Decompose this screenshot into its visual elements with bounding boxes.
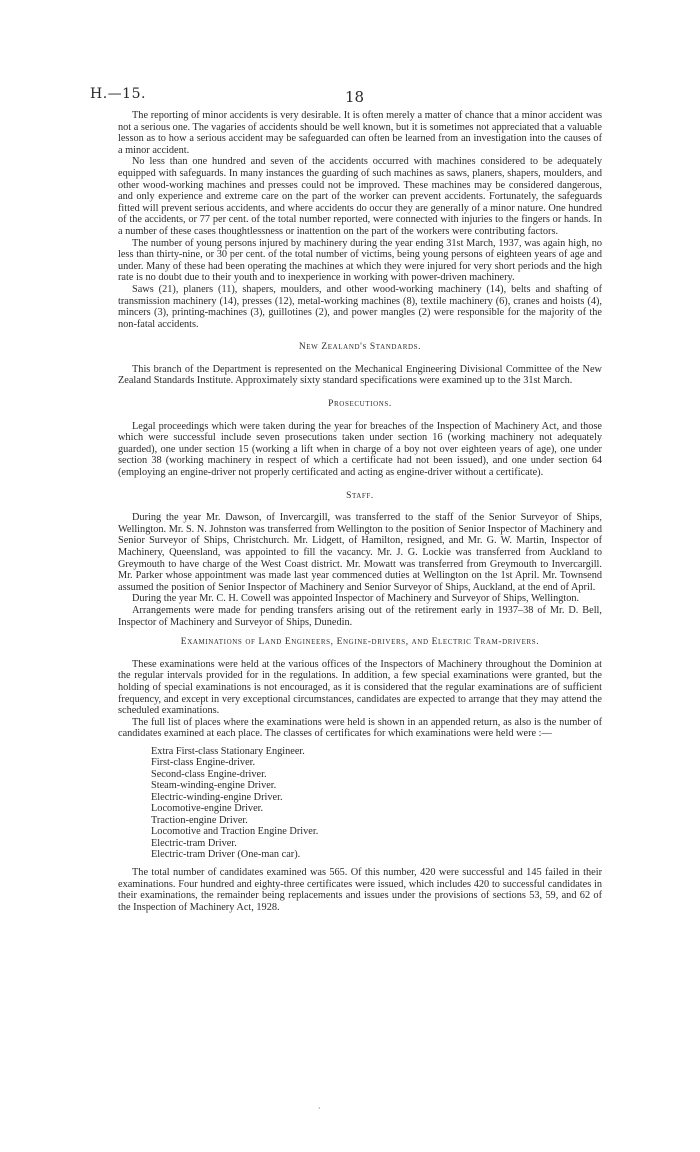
list-item: Locomotive and Traction Engine Driver. bbox=[151, 826, 319, 838]
list-item: Electric-winding-engine Driver. bbox=[151, 791, 283, 803]
paragraph: The reporting of minor accidents is very desirable. It is often merely a matter of chance that a minor accident was not a serious one. The vagaries of accidents should be well known, but it is sometimes not appreciated that a valuable lesson as to how a serious accident may be safeguarded can often be learned from an investigation into the causes of a minor accident. bbox=[118, 110, 602, 156]
paragraph: During the year Mr. Dawson, of Invercargill, was transferred to the staff of the Senior Surveyor of Ships, Wellington. Mr. S. N. Johnston was transferred from Wellington to the position of Senior Inspector of Machinery and Senior Surveyor of Ships, Christchurch. Mr. Lidgett, of Hamilton, resigned, and Mr. G. W. Martin, Inspector of Machinery, Queensland, was appointed to fill the vacancy. Mr. J. G. Lockie was transferred from Auckland to Greymouth to have charge of the West Coast district. Mr. Mowatt was transferred from Greymouth to Invercargill. Mr. Parker whose appointment was made last year commenced duties at Wellington on the 1st April. Mr. Townsend assumed the position of Senior Inspector of Machinery and Senior Surveyor of Ships, Auckland, at the end of April. bbox=[118, 512, 602, 593]
document-reference: H.—15. bbox=[90, 86, 146, 102]
list-item: Traction-engine Driver. bbox=[151, 814, 248, 826]
section-heading-examinations: Examinations of Land Engineers, Engine-drivers, and Electric Tram-drivers. bbox=[180, 637, 540, 648]
section-heading-staff: Staff. bbox=[346, 490, 374, 501]
section-heading-prosecutions: Prosecutions. bbox=[328, 399, 392, 410]
paragraph: Arrangements were made for pending transfers arising out of the retirement early in 1937–38 of Mr. D. Bell, Inspector of Machinery and Surveyor of Ships, Dunedin. bbox=[118, 604, 602, 628]
paragraph: These examinations were held at the various offices of the Inspectors of Machinery throughout the Dominion at the regular intervals provided for in the regulations. In addition, a few special examinations were granted, but the holding of special examinations is not encouraged, as it is considered that the regular examinations are of sufficient frequency, and except in very exceptional circumstances, candidates are expected to arrange that they may attend the scheduled examinations. bbox=[118, 658, 602, 717]
document-body bbox=[118, 110, 602, 913]
list-item: Extra First-class Stationary Engineer. bbox=[151, 745, 305, 757]
list-item: Electric-tram Driver (One-man car). bbox=[151, 849, 301, 861]
paragraph: Saws (21), planers (11), shapers, moulders, and other wood-working machinery (14), belts and shafting of transmission machinery (14), presses (12), metal-working machines (8), textile machinery (6), cranes and hoists (4), mincers (3), printing-machines (3), guillotines (2), and power mangles (2) were responsible for the majority of the non-fatal accidents. bbox=[118, 283, 602, 330]
page-number: 18 bbox=[345, 88, 365, 106]
paragraph: The number of young persons injured by machinery during the year ending 31st March, 1937, was again high, no less than thirty-nine, or 30 per cent. of the total number of victims, being young persons of eighteen years of age and under. Many of these had been operating the machines at which they were injured for very short periods and the high rate is no doubt due to their youth and to inexperience in working with power-driven machinery. bbox=[118, 237, 602, 284]
paragraph: During the year Mr. C. H. Cowell was appointed Inspector of Machinery and Surveyor of Ships, Wellington. bbox=[132, 593, 580, 605]
section-heading-standards: New Zealand's Standards. bbox=[298, 342, 422, 353]
list-item: Second-class Engine-driver. bbox=[151, 768, 267, 780]
footer-mark: · bbox=[318, 1104, 321, 1113]
certificate-class-list bbox=[151, 746, 602, 861]
list-item: Steam-winding-engine Driver. bbox=[151, 780, 277, 792]
list-item: Locomotive-engine Driver. bbox=[151, 803, 264, 815]
list-item: First-class Engine-driver. bbox=[151, 757, 256, 769]
list-item: Electric-tram Driver. bbox=[151, 837, 237, 849]
paragraph: This branch of the Department is represented on the Mechanical Engineering Divisional Committee of the New Zealand Standards Institute. Approximately sixty standard specifications were examined up to the 31st March. bbox=[118, 363, 602, 387]
paragraph: No less than one hundred and seven of the accidents occurred with machines considered to be adequately equipped with safeguards. In many instances the guarding of such machines as saws, planers, shapers, moulders, and other wood-working machines and presses could not be improved. These machines may be considered dangerous, and only experience and extreme care on the part of the worker can prevent accidents. Fortunately, the safeguards fitted will prevent serious accidents, and where accidents do occur they are generally of a minor nature. One hundred of the accidents, or 77 per cent. of the total number reported, were connected with injuries to the fingers or hands. In a number of these cases thoughtlessness or inattention on the part of the workers were contributing factors. bbox=[118, 156, 602, 237]
paragraph: The full list of places where the examinations were held is shown in an appended return, as also is the number of candidates examined at each place. The classes of certificates for which examinations were held were :— bbox=[118, 716, 602, 740]
paragraph: Legal proceedings which were taken during the year for breaches of the Inspection of Machinery Act, and those which were successful include seven prosecutions taken under section 16 (working machinery not adequately guarded), one under section 15 (working a lift when in charge of a boy not over eighteen years of age), one under section 38 (working machinery in respect of which a certificate had not been issued), and one under section 64 (employing an engine-driver not properly certificated and acting as engine-driver without a certificate). bbox=[118, 420, 602, 479]
paragraph: The total number of candidates examined was 565. Of this number, 420 were successful and 145 failed in their examinations. Four hundred and eighty-three certificates were issued, which includes 420 to successful candidates in their examinations, the remainder being replacements and issues under the provisions of sections 53, 59, and 62 of the Inspection of Machinery Act, 1928. bbox=[118, 866, 602, 913]
